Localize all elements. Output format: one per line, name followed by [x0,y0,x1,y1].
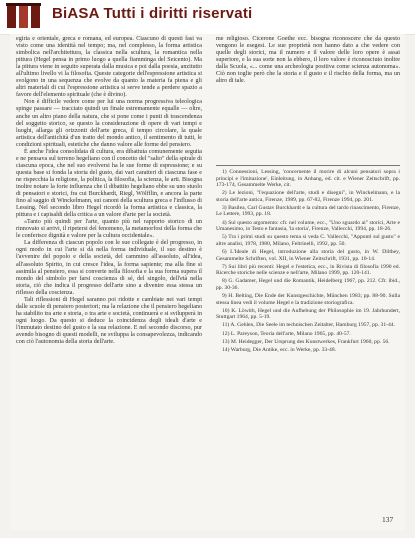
document-page [10,34,405,530]
footnote: 6) L'Ideale di Hegel, introduzione alla storia del gusto, in W. Dilthey, Gesammelte Schriften, vol. XII, in Wiener Zeitschrift, 1931, pp. 10-14. [216,248,400,262]
footnote: 12) L. Pareyson, Teoria dell'arte, Milano 1965, pp. 40-57. [222,330,351,337]
footnote: 13) M. Heidegger, Der Ursprung des Kunstwerkes, Frankfurt 1960, pp. 56. [222,338,390,345]
paragraph: me religioso. Cicerone Goethe ecc. bisogna riconoscere che da questo vengono le esegesi. Le sue proprietà non hanno dato a che vedere con quelle degli storici, ma il numero e il valore delle loro opere è assai superiore, e la sua sorte non la ebbero, il loro valore è riconosciuto inoltre dalla Scuola, «... come una archeologia positiva come scienza autonoma». Ciò non toglie però che la storia e il gusto e il rischio della forma, ma un altro di tale. [216,36,400,85]
paragraph: egiria e orientale, greca e romana, ed europea. Ciascuno di questi fasi va visto come una identità nel tempo; ma, nel complesso, la forma artistica simbolica nell'architettura, la classica nella scultura, la romantica nella pittura (Hegel pensa in primo luogo a quella fiamminga del Seicento). Ma la pittura viene in seguito superata dalla musica e poi dalla poesia, anzitutto all'ultimo livello vi la filosofia. Queste categorie dell'espressione artistica si svolgono in una sequenza che evolve da quanto la materia fa piena e gli altri materiali di cui l'espressione artistica si serve tende a perdere spazio a favore dell'elemento spirituale (che è divino). [16,36,202,99]
paragraph: È anche l'idea consolidata di cultura, era dibattuta comunemente seguita e ne pensava sul terreno hegeliano con il concetto del "salto" della spirale di ciascuna epoca, che nel suo evolversi ha le sue forme di espressione; e su questa base si fonda la storia del gusto, dai vari caratteri di ciascuna fase e ne rispecchia la religione, la politica, la filosofia, la scienza, le arti. Bisogna inoltre notare la forte influenza che il dibattito hegeliano ebbe su uno stuolo di pensatori e storici, fra cui Burckhardt, Riegl, Wölfflin, e ancora la parte fino al saggio di Winckelmann, sui canoni della scultura greca e l'influsso di Lessing. Nel secondo libro Hegel ricordò la forma artistica e classica, la pittura e i capisaldi della critica a un valore d'arte per la società. [16,148,202,219]
banner-title: BiASA Tutti i diritti riservati [52,5,253,22]
paragraph: La differenza di ciascun popolo con le sue collegate è del progresso, in ogni modo in cui l'arte si dà nella forma individuale, il suo destino è l'avvenire del popolo e della società, del cammino all'assoluto, all'idea, all'assoluto Spirito, in cui cresce l'idea, la forma sapiente; ma alla fine si assimila al pensiero, essa si converte nella filosofia e la sua forma supera il mondo del simbolo per farsi coscienza di sé, del singolo, dell'età nella storia, ciò che indica il progresso dell'arte sino a divenire essa stessa un riflesso della coscienza. [16,240,202,296]
footnote: 9) H. Belting, Die Ende der Kunstgeschichte, München 1983; pp. 88-90. Sulla stessa linea vedi il volume Hegel e la tradizione storiografica. [216,293,400,306]
footnote: 5) Tra i primi studi su questo tema si veda C. Vallecchi, "Appunti sul gusto" e altre analisi, 1978, 1980, Milano, Feltrinelli, 1992, pp. 50. [216,234,400,247]
page-number: 137 [382,515,394,524]
paragraph: «Tanto più quindi per l'arte, quanto più nel rapporto storico di un rinnovato si arrivi, il ripetersi del fenomeno, la metamorfosi della forma che le conferisce dignità e valore per la cultura occidentale». [16,219,202,240]
paragraph: Tali riflessioni di Hegel saranno poi ridotte e cambiate nei vari tempi dalle scuole di pensiero posteriori; ma la relazione che il pensiero hegeliano ha stabilito tra arte e storia, o tra arte e società, continuerà e si svilupperà in ogni luogo. Da questo si deduce la coincidenza degli ideali d'arte e l'immutato destino del gusto e la sua relazione. E nel secondo discorso, pur avendo bisogno di questi modelli, ne sviluppa la consapevolezza, indicando con ciò l'autonomia della storia dell'arte. [16,296,202,346]
footnote: 4) Sul questo argomento: cfr. nel volume, ecc., "Uno sguardo ai" storici, Arte e Umanesimo, in Testo e fantasia, 'la storia', Firenze, Vallecchi, 1994, pp. 18-26. [216,219,400,233]
footnote: 14) Warburg, Die Antike, ecc. in Werke, pp. 33-48. [222,346,337,353]
footnote: 7) Sui libri più recenti: Hegel e l'estetica, ecc., in Rivista di filosofia 1990 ed. Ricerche storiche nelle scienze e nell'arte, Milano 1999, pp. 120-141. [216,263,400,277]
footnotes [216,169,400,355]
footnote: 8) G. Gadamer, Hegel und die Romantik, Heidelberg 1967, pp. 212. Cfr. ibid., pp. 30-36. [216,278,400,291]
footnote: 3) Basilea, Carl Gustav Burckhardt e la cultura del tardo rinascimento, Firenze, Le Lettere, 1993, pp. 18. [216,204,400,218]
header-banner [0,0,415,35]
footnote: 1) Connessioni, Lessing, 'concernente il morire di alcuni pensatori sopra i principi e l'imitazione', Einleitung, in Anhang, ed. cit. e Wiener Zeitschrift, pp. 173-174, Gesammelte Werke, cit. [216,169,400,189]
paragraph: Non è difficile vedere come per lui una norma progressiva teleologica spinge passare — tracciato quindi un finale estremamente equalle — oltre, anche un altro piano della natura, che si pone come i punti di trascendenza del soggetto storico, se questo la considerazione di opere di vari tempi e luoghi, allarga gli orizzonti dell'arte greca, il tempo circolare, la quale artistica dell'antichità d'un tratto del mondo antico, il sentimento di tutti, le condizioni spirituali, estetiche che danno valore alle forme del pensiero. [16,99,202,148]
biasa-logo-icon [6,3,46,31]
footnote: 11) A. Gehlen, Die Seele im technischen Zeitalter, Hamburg 1957, pp. 31-44. [222,322,395,329]
left-column [16,36,202,346]
footnote-divider [216,165,400,166]
right-column [216,36,400,85]
footnote: 2) Le lezioni, "l'equazione dell'arte, studi e disegni", in Winckelmann, e la storia dell'arte antica, Firenze, 1989, pp. 67-82, Firenze 1994, pp. 201. [216,190,400,203]
footnote: 10) K. Löwith, Hegel und die Aufhebung der Philosophie im 19. Jahrhundert, Stuttgart 1964, pp. 5-19. [216,307,400,321]
